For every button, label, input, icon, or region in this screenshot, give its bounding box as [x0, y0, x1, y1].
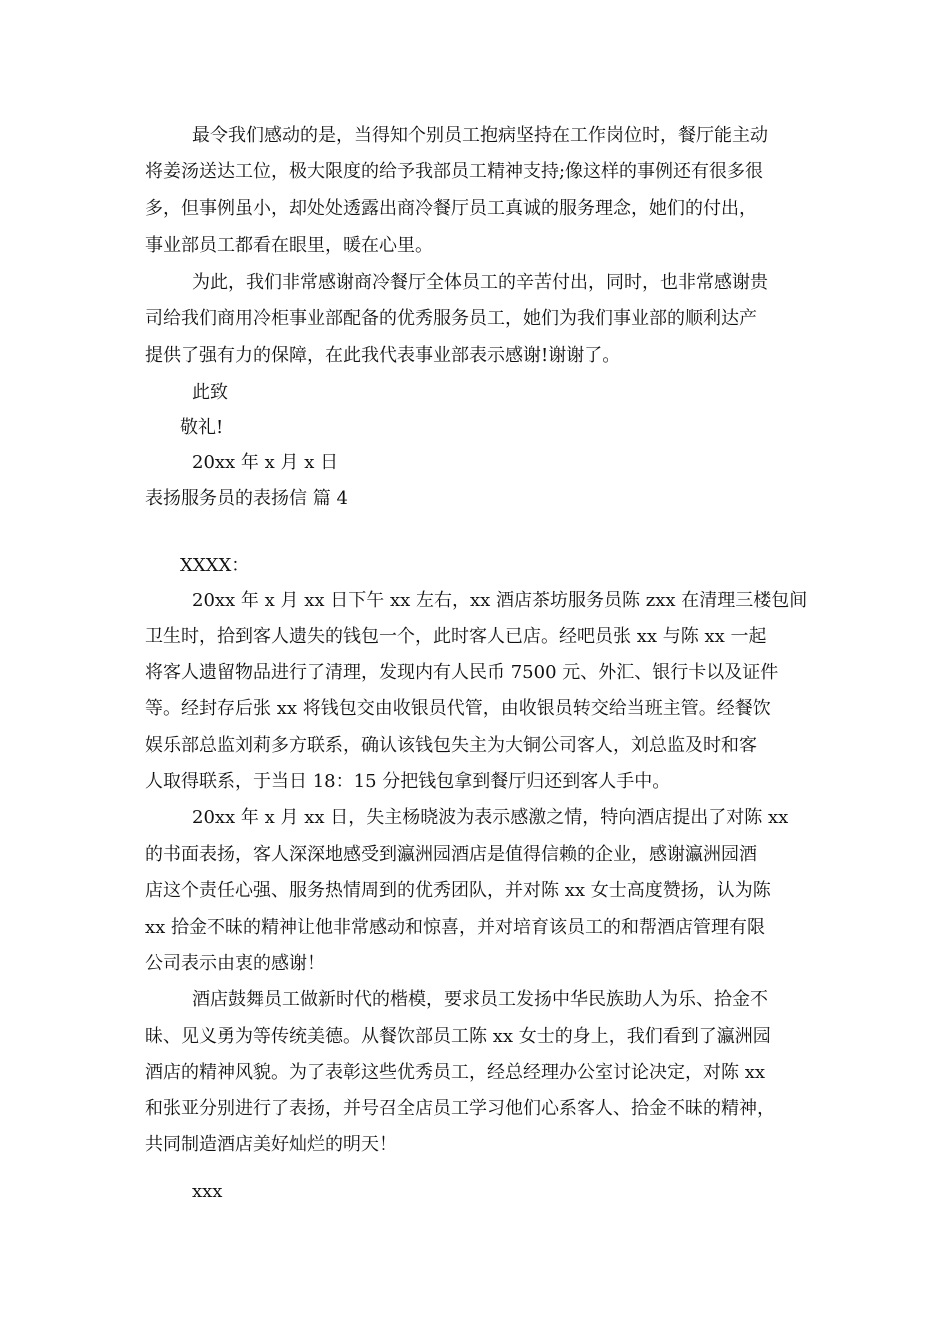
letter4-para3-line2: 昧、见义勇为等传统美德。从餐饮部员工陈 xx 女士的身上，我们看到了瀛洲园: [145, 1026, 771, 1047]
letter4-para2-line2: 的书面表扬，客人深深地感受到瀛洲园酒店是值得信赖的企业，感谢瀛洲园酒: [145, 844, 757, 865]
letter3-para2-line1: 为此，我们非常感谢商冷餐厅全体员工的辛苦付出，同时，也非常感谢贵: [192, 272, 768, 293]
letter4-para1-line6: 人取得联系，于当日 18：15 分把钱包拿到餐厅归还到客人手中。: [145, 771, 671, 792]
letter4-signature: xxx: [192, 1181, 223, 1202]
letter4-para1-line2: 卫生时，拾到客人遗失的钱包一个，此时客人已店。经吧员张 xx 与陈 xx 一起: [145, 626, 767, 647]
letter4-para2-line1: 20xx 年 x 月 xx 日，失主杨晓波为表示感激之情，特向酒店提出了对陈 xx: [192, 807, 789, 828]
letter4-para3-line1: 酒店鼓舞员工做新时代的楷模，要求员工发扬中华民族助人为乐、拾金不: [192, 989, 768, 1010]
letter3-para1-line4: 事业部员工都看在眼里，暖在心里。: [145, 235, 433, 256]
letter4-para2-line3: 店这个责任心强、服务热情周到的优秀团队，并对陈 xx 女士高度赞扬，认为陈: [145, 880, 771, 901]
letter4-para2-line5: 公司表示由衷的感谢！: [145, 953, 325, 974]
letter3-para2-line3: 提供了强有力的保障，在此我代表事业部表示感谢!谢谢了。: [145, 345, 621, 366]
letter4-para2-line4: xx 拾金不昧的精神让他非常感动和惊喜，并对培育该员工的和帮酒店管理有限: [145, 917, 766, 938]
letter3-para1-line2: 将姜汤送达工位，极大限度的给予我部员工精神支持;像这样的事例还有很多很: [145, 161, 764, 182]
letter4-para1-line3: 将客人遗留物品进行了清理，发现内有人民币 7500 元、外汇、银行卡以及证件: [145, 662, 779, 683]
letter4-para3-line3: 酒店的精神风貌。为了表彰这些优秀员工，经总经理办公室讨论决定，对陈 xx: [145, 1062, 766, 1083]
letter4-para3-line5: 共同制造酒店美好灿烂的明天！: [145, 1134, 397, 1155]
letter4-para1-line1: 20xx 年 x 月 xx 日下午 xx 左右，xx 酒店茶坊服务员陈 zxx 在清理三楼包间: [192, 590, 808, 611]
letter4-para1-line4: 等。经封存后张 xx 将钱包交由收银员代管，由收银员转交给当班主管。经餐饮: [145, 698, 771, 719]
letter3-para2-line2: 司给我们商用冷柜事业部配备的优秀服务员工，她们为我们事业部的顺利达产: [145, 308, 757, 329]
letter3-closing-jingli: 敬礼!: [180, 417, 224, 438]
letter4-salutation: XXXX：: [180, 555, 250, 576]
letter4-para1-line5: 娱乐部总监刘莉多方联系，确认该钱包失主为大铜公司客人，刘总监及时和客: [145, 735, 757, 756]
letter3-date: 20xx 年 x 月 x 日: [192, 452, 339, 473]
letter3-closing-cizhi: 此致: [192, 382, 228, 403]
letter4-para3-line4: 和张亚分别进行了表扬，并号召全店员工学习他们心系客人、拾金不昧的精神，: [145, 1098, 775, 1119]
letter3-para1-line1: 最令我们感动的是，当得知个别员工抱病坚持在工作岗位时，餐厅能主动: [192, 125, 768, 146]
section-title: 表扬服务员的表扬信 篇 4: [145, 488, 348, 509]
letter3-para1-line3: 多，但事例虽小，却处处透露出商冷餐厅员工真诚的服务理念，她们的付出，: [145, 198, 757, 219]
